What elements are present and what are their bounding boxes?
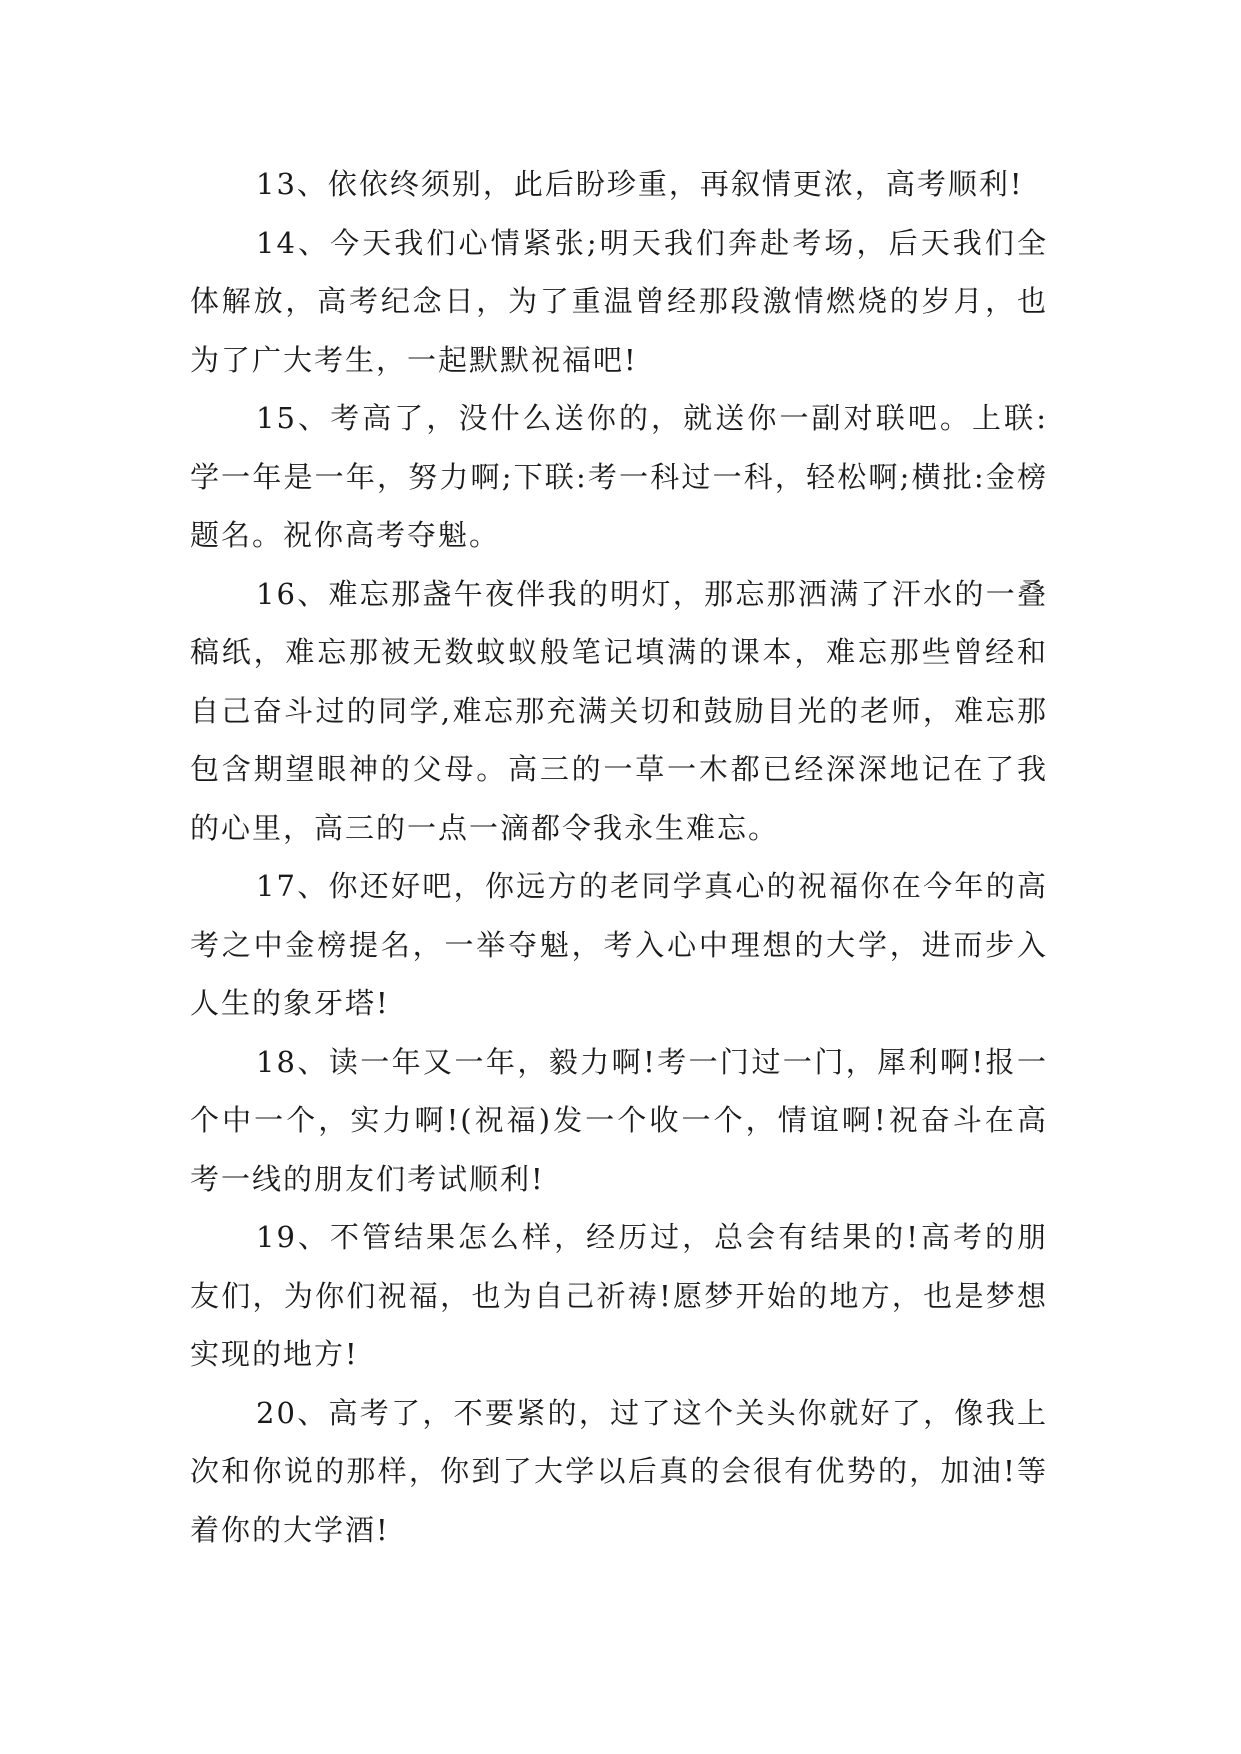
paragraph-13: 13、依依终须别，此后盼珍重，再叙情更浓，高考顺利! — [256, 167, 1024, 201]
paragraph-14: 14、今天我们心情紧张;明天我们奔赴考场，后天我们全体解放，高考纪念日，为了重温曾经那段激情燃烧的岁月，也为了广大考生，一起默默祝福吧! — [190, 225, 1048, 377]
paragraph-16: 16、难忘那盏午夜伴我的明灯，那忘那洒满了汗水的一叠稿纸，难忘那被无数蚊蚁般笔记填满的课本，难忘那些曾经和自己奋斗过的同学,难忘那充满关切和鼓励目光的老师，难忘那包含期望眼神的父母。高三的一草一木都已经深深地记在了我的心里，高三的一点一滴都令我永生难忘。 — [190, 576, 1048, 845]
paragraph-20: 20、高考了，不要紧的，过了这个关头你就好了，像我上次和你说的那样，你到了大学以后真的会很有优势的，加油!等着你的大学酒! — [190, 1395, 1048, 1547]
document-body — [190, 155, 1048, 1559]
paragraph-15: 15、考高了，没什么送你的，就送你一副对联吧。上联:学一年是一年，努力啊;下联:考一科过一科，轻松啊;横批:金榜题名。祝你高考夺魁。 — [190, 401, 1048, 552]
paragraph-18: 18、读一年又一年，毅力啊!考一门过一门，犀利啊!报一个中一个，实力啊!(祝福)发一个收一个，情谊啊!祝奋斗在高考一线的朋友们考试顺利! — [190, 1044, 1048, 1196]
paragraph-19: 19、不管结果怎么样，经历过，总会有结果的!高考的朋友们，为你们祝福，也为自己祈祷!愿梦开始的地方，也是梦想实现的地方! — [190, 1220, 1048, 1371]
paragraph-17: 17、你还好吧，你远方的老同学真心的祝福你在今年的高考之中金榜提名，一举夺魁，考入心中理想的大学，进而步入人生的象牙塔! — [190, 869, 1048, 1020]
